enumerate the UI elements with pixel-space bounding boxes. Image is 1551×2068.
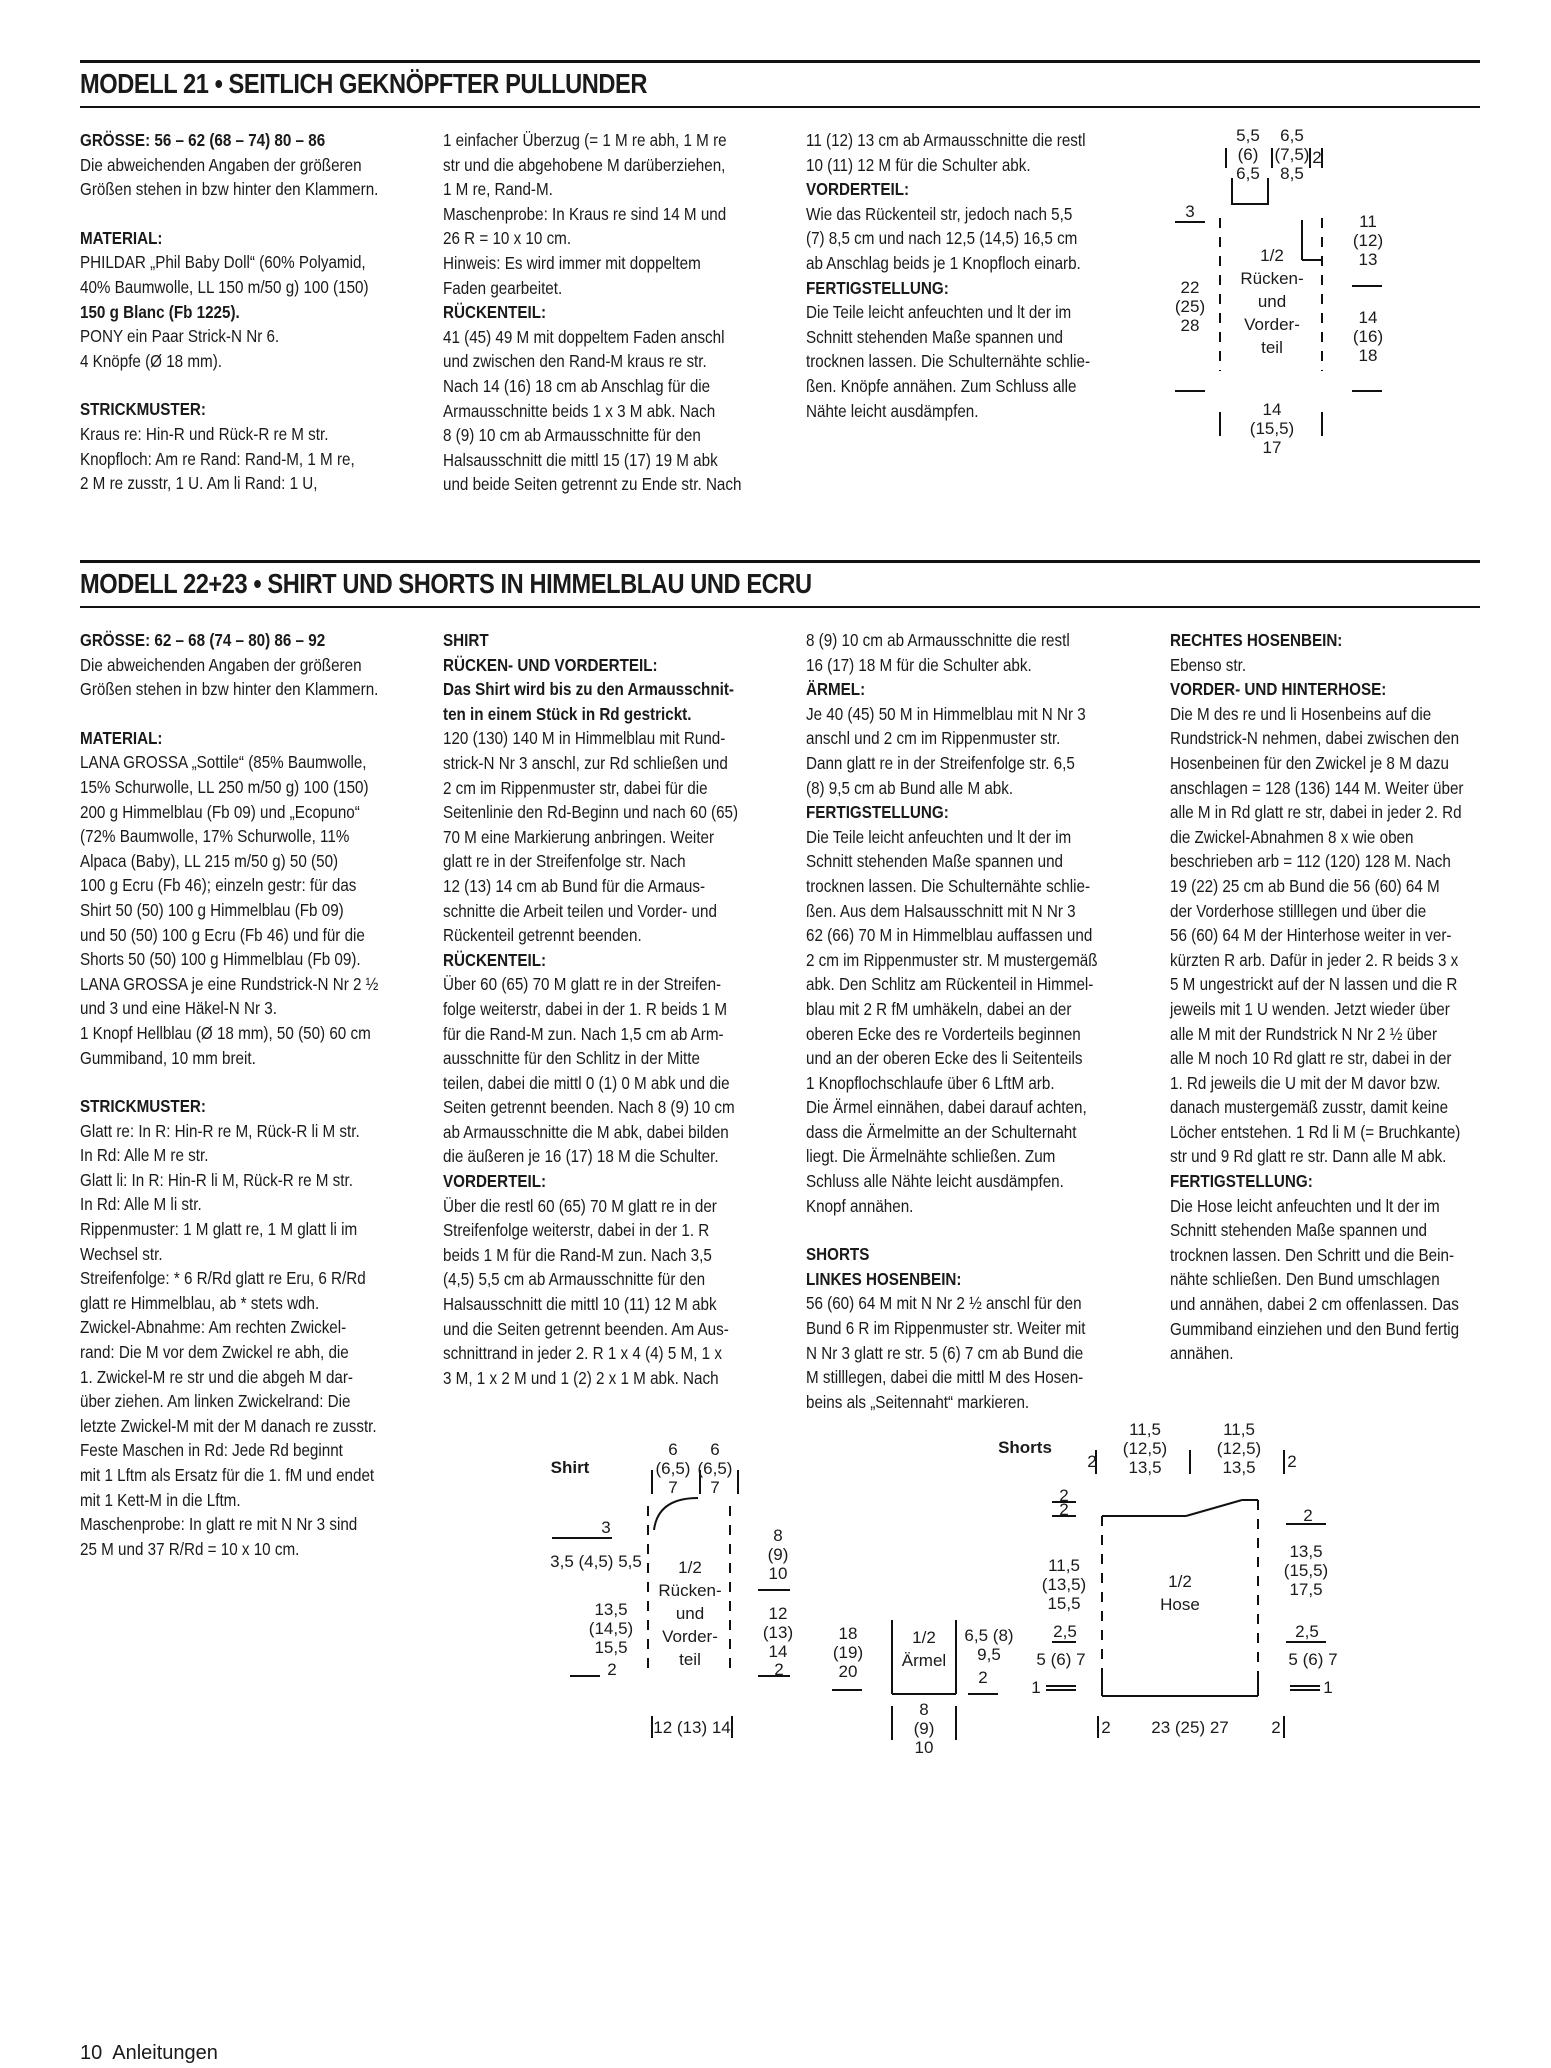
shirt-dim-neck: 3,5 (4,5) 5,5	[550, 1552, 642, 1571]
text-line: Shirt 50 (50) 100 g Himmelblau (Fb 09)	[80, 899, 344, 920]
text-line: 100 g Ecru (Fb 46); einzeln gestr: für das	[80, 875, 357, 896]
text-line: Löcher entstehen. 1 Rd li M (= Bruchkante)	[1170, 1121, 1461, 1142]
text-line: 25 M und 37 R/Rd = 10 x 10 cm.	[80, 1538, 300, 1559]
modell21-dim-right-bottom: 14 (16) 18	[1352, 308, 1384, 365]
text-line: 8 (9) 10 cm ab Armausschnitte für den	[443, 425, 701, 446]
text-heading-line: Das Shirt wird bis zu den Armausschnit-	[443, 679, 734, 700]
text-line: Schnitt stehenden Maße spannen und	[806, 326, 1064, 347]
text-line: 120 (130) 140 M in Himmelblau mit Rund-	[443, 728, 726, 749]
text-line: Schnitt stehenden Maße spannen und	[1170, 1220, 1428, 1241]
text-line: liegt. Die Ärmelnähte schließen. Zum	[806, 1146, 1056, 1167]
text-line: alle M in Rd glatt re str, dabei in jeder 2. Rd	[1170, 802, 1462, 823]
text-line: Streifenfolge weiterstr, dabei in der 1. R	[443, 1220, 710, 1241]
paragraph-gap	[80, 1070, 379, 1094]
text-line: Die Hose leicht anfeuchten und lt der im	[1170, 1195, 1440, 1216]
text-line: 40% Baumwolle, LL 150 m/50 g) 100 (150)	[80, 276, 369, 297]
text-line: glatt re Himmelblau, ab * stets wdh.	[80, 1292, 320, 1313]
text-line: ab Armausschnitte die M abk, dabei bilden	[443, 1121, 729, 1142]
text-line: Nach 14 (16) 18 cm ab Anschlag für die	[443, 375, 711, 396]
text-line: LANA GROSSA „Sottile“ (85% Baumwolle,	[80, 752, 367, 773]
text-line: jeweils mit 1 U wenden. Jetzt wieder über	[1170, 998, 1450, 1019]
text-line: Armausschnitte beids 1 x 3 M abk. Nach	[443, 400, 716, 421]
text-line: Maschenprobe: In glatt re mit N Nr 3 sind	[80, 1514, 358, 1535]
text-line: Gummiband, 10 mm breit.	[80, 1047, 256, 1068]
shorts-piece-label: 1/2 Hose	[1160, 1572, 1200, 1614]
text-line: Schluss alle Nähte leicht ausdämpfen.	[806, 1171, 1064, 1192]
text-line: trocknen lassen. Die Schulternähte schlie-	[806, 351, 1091, 372]
text-line: 1 M re, Rand-M.	[443, 179, 553, 200]
shirt-dim-left-bottom: 2	[607, 1660, 617, 1679]
text-line: str und 9 Rd glatt re str. Dann alle M abk.	[1170, 1146, 1447, 1167]
text-line: danach mustergemäß zusstr, damit keine	[1170, 1097, 1449, 1118]
text-line: die äußeren je 16 (17) 18 M die Schulter.	[443, 1146, 719, 1167]
sleeve-piece-label: 1/2 Ärmel	[901, 1628, 947, 1670]
text-heading-line: GRÖSSE: 62 – 68 (74 – 80) 86 – 92	[80, 630, 326, 650]
shorts-dim-left-1: 1	[1031, 1678, 1041, 1697]
text-line: Glatt re: In R: Hin-R re M, Rück-R li M str.	[80, 1120, 360, 1141]
text-heading-line: FERTIGSTELLUNG:	[806, 802, 949, 823]
text-heading-line: RECHTES HOSENBEIN:	[1170, 630, 1343, 650]
page-section: Anleitungen	[112, 2042, 218, 2064]
text-line: Je 40 (45) 50 M in Himmelblau mit N Nr 3	[806, 703, 1086, 724]
text-line: und annähen, dabei 2 cm offenlassen. Das	[1170, 1294, 1459, 1315]
modell21-column-2	[443, 128, 742, 497]
modell22-column-1	[80, 628, 379, 1561]
text-line: 70 M eine Markierung anbringen. Weiter	[443, 826, 715, 847]
text-line: 4 Knöpfe (Ø 18 mm).	[80, 350, 222, 371]
text-heading-line: 150 g Blanc (Fb 1225).	[80, 301, 240, 322]
text-line: mit 1 Kett-M in die Lftm.	[80, 1489, 241, 1510]
shirt-dim-left-length: 13,5 (14,5) 15,5	[588, 1600, 634, 1657]
text-line: PHILDAR „Phil Baby Doll“ (60% Polyamid,	[80, 252, 366, 273]
text-line: 26 R = 10 x 10 cm.	[443, 228, 572, 249]
text-line: abk. Den Schlitz am Rückenteil in Himmel-	[806, 974, 1094, 995]
shirt-dim-left-small: 3	[601, 1518, 611, 1537]
modell21-dim-left-length: 22 (25) 28	[1174, 278, 1206, 335]
text-line: 5 M ungestrickt auf der N lassen und die R	[1170, 974, 1458, 995]
text-line: beschrieben arb = 112 (120) 128 M. Nach	[1170, 851, 1451, 872]
text-line: annähen.	[1170, 1343, 1234, 1364]
text-line: ßen. Knöpfe annähen. Zum Schluss alle	[806, 375, 1077, 396]
text-line: und 3 und eine Häkel-N Nr 3.	[80, 998, 277, 1019]
modell22-title-rule	[80, 606, 1480, 608]
text-heading-line: RÜCKEN- UND VORDERTEIL:	[443, 654, 658, 675]
paragraph-gap	[806, 1218, 1105, 1242]
text-line: (72% Baumwolle, 17% Schurwolle, 11%	[80, 826, 350, 847]
shorts-dim-left-567: 5 (6) 7	[1036, 1650, 1086, 1669]
text-line: 11 (12) 13 cm ab Armausschnitte die restl	[806, 130, 1086, 150]
text-line: und 50 (50) 100 g Ecru (Fb 46) und für die	[80, 924, 365, 945]
shorts-dim-bottom: 23 (25) 27	[1151, 1718, 1229, 1737]
text-line: 1 Knopflochschlaufe über 6 LftM arb.	[806, 1072, 1055, 1093]
shorts-dim-left-2a: 2	[1059, 1486, 1069, 1505]
text-heading-line: VORDERTEIL:	[443, 1171, 547, 1192]
text-line: Rückenteil getrennt beenden.	[443, 925, 642, 946]
text-line: Feste Maschen in Rd: Jede Rd beginnt	[80, 1440, 343, 1461]
text-line: ab Anschlag beids je 1 Knopfloch einarb.	[806, 252, 1081, 273]
text-line: 16 (17) 18 M für die Schulter abk.	[806, 654, 1032, 675]
text-line: 1 einfacher Überzug (= 1 M re abh, 1 M re	[443, 130, 727, 150]
page-number: 10	[80, 2042, 103, 2064]
text-line: und die Seiten getrennt beenden. Am Aus-	[443, 1318, 729, 1339]
sleeve-dim-right-bottom: 2	[978, 1668, 988, 1687]
text-heading-line: FERTIGSTELLUNG:	[806, 277, 949, 298]
text-heading-line: ten in einem Stück in Rd gestrickt.	[443, 703, 692, 724]
modell22-column-3	[806, 628, 1105, 1414]
text-line: Shorts 50 (50) 100 g Himmelblau (Fb 09).	[80, 949, 361, 970]
shorts-dim-right-len: 13,5 (15,5) 17,5	[1283, 1542, 1329, 1599]
text-line: rand: Die M vor dem Zwickel re abh, die	[80, 1342, 349, 1363]
text-line: Alpaca (Baby), LL 215 m/50 g) 50 (50)	[80, 850, 339, 871]
text-line: nähte schließen. Den Bund umschlagen	[1170, 1269, 1440, 1290]
text-line: N Nr 3 glatt re str. 5 (6) 7 cm ab Bund die	[806, 1342, 1084, 1363]
text-line: beins als „Seitennaht“ markieren.	[806, 1391, 1030, 1412]
text-line: Die Teile leicht anfeuchten und lt der im	[806, 826, 1072, 847]
modell21-dim-right-top: 11 (12) 13	[1352, 212, 1384, 269]
text-line: Rundstrick-N nehmen, dabei zwischen den	[1170, 728, 1460, 749]
text-line: teilen, dabei die mittl 0 (1) 0 M abk und die	[443, 1072, 730, 1093]
text-line: Halsausschnitt die mittl 10 (11) 12 M abk	[443, 1294, 717, 1315]
shirt-dim-right-bottom: 2	[774, 1660, 784, 1679]
sleeve-dim-right: 6,5 (8) 9,5	[964, 1626, 1014, 1664]
text-line: strick-N Nr 3 anschl, zur Rd schließen und	[443, 752, 728, 773]
shirt-schematic	[540, 1440, 800, 1750]
text-line: Gummiband einziehen und den Bund fertig	[1170, 1318, 1460, 1339]
text-line: alle M mit der Rundstrick N Nr 2 ½ über	[1170, 1023, 1438, 1044]
modell21-piece-label: 1/2 Rücken- und Vorder- teil	[1240, 246, 1304, 357]
text-line: 56 (60) 64 M mit N Nr 2 ½ anschl für den	[806, 1293, 1082, 1314]
sleeve-dim-bottom: 8 (9) 10	[913, 1700, 935, 1757]
text-heading-line: RÜCKENTEIL:	[443, 302, 547, 323]
text-line: 1. Rd jeweils die U mit der M davor bzw.	[1170, 1072, 1441, 1093]
text-line: und beide Seiten getrennt zu Ende str. Nach	[443, 474, 742, 495]
text-line: trocknen lassen. Den Schritt und die Bein-	[1170, 1244, 1455, 1265]
modell22-column-2	[443, 628, 742, 1390]
text-line: 1. Zwickel-M re str und die abgeh M dar-	[80, 1366, 353, 1387]
shirt-dim-right-mid: 12 (13) 14	[762, 1604, 794, 1661]
shorts-dim-top-2a: 2	[1087, 1452, 1097, 1471]
text-line: 62 (66) 70 M in Himmelblau auffassen und	[806, 925, 1093, 946]
modell21-dim-top-right: 6,5 (7,5) 8,5	[1274, 126, 1310, 183]
text-line: Größen stehen in bzw hinter den Klammern.	[80, 179, 379, 200]
shirt-dim-bottom: 12 (13) 14	[653, 1718, 731, 1737]
text-line: (7) 8,5 cm und nach 12,5 (14,5) 16,5 cm	[806, 228, 1078, 249]
text-line: alle M noch 10 Rd glatt re str, dabei in der	[1170, 1048, 1452, 1069]
modell21-column-1	[80, 128, 379, 496]
text-line: blau mit 2 R fM umhäkeln, dabei an der	[806, 998, 1072, 1019]
text-line: letzte Zwickel-M mit der M danach re zusstr.	[80, 1415, 377, 1436]
modell21-title-rule	[80, 106, 1480, 108]
text-line: LANA GROSSA je eine Rundstrick-N Nr 2 ½	[80, 973, 379, 994]
text-line: str und die abgehobene M darüberziehen,	[443, 154, 726, 175]
text-line: und an der oberen Ecke des li Seitenteils	[806, 1048, 1083, 1069]
text-line: Ebenso str.	[1170, 654, 1247, 675]
text-line: Glatt li: In R: Hin-R li M, Rück-R re M str.	[80, 1169, 353, 1190]
shorts-dim-left-len: 11,5 (13,5) 15,5	[1041, 1556, 1087, 1613]
text-line: Rippenmuster: 1 M glatt re, 1 M glatt li im	[80, 1219, 358, 1240]
text-line: beids 1 M für die Rand-M zun. Nach 3,5	[443, 1244, 712, 1265]
modell22-rule	[80, 560, 1480, 563]
text-heading-line: STRICKMUSTER:	[80, 1096, 206, 1117]
modell21-schematic	[1160, 126, 1400, 466]
sleeve-dim-left: 18 (19) 20	[832, 1624, 864, 1681]
shorts-dim-top-2b: 2	[1287, 1452, 1297, 1471]
text-heading-line: STRICKMUSTER:	[80, 399, 206, 420]
shorts-dim-left-2b: 2	[1059, 1500, 1069, 1519]
modell21-dim-left-small: 3	[1185, 202, 1195, 221]
text-line: die Zwickel-Abnahmen 8 x wie oben	[1170, 826, 1414, 847]
text-line: glatt re in der Streifenfolge str. Nach	[443, 851, 686, 872]
shorts-label: Shorts	[998, 1438, 1052, 1457]
text-line: 3 M, 1 x 2 M und 1 (2) 2 x 1 M abk. Nach	[443, 1367, 719, 1388]
modell21-title: MODELL 21 • SEITLICH GEKNÖPFTER PULLUNDER	[80, 68, 648, 99]
text-line: Die Teile leicht anfeuchten und lt der im	[806, 302, 1072, 323]
text-line: Streifenfolge: * 6 R/Rd glatt re Eru, 6 R/Rd	[80, 1268, 366, 1289]
shorts-dim-top-left: 11,5 (12,5) 13,5	[1122, 1420, 1168, 1477]
page-footer	[80, 2042, 218, 2065]
text-line: 10 (11) 12 M für die Schulter abk.	[806, 154, 1031, 175]
text-heading-line: MATERIAL:	[80, 227, 163, 248]
text-line: Wechsel str.	[80, 1243, 163, 1264]
text-heading-line: FERTIGSTELLUNG:	[1170, 1171, 1313, 1192]
text-line: Die abweichenden Angaben der größeren	[80, 654, 362, 675]
text-line: In Rd: Alle M li str.	[80, 1194, 202, 1215]
text-heading-line: SHORTS	[806, 1244, 870, 1265]
shorts-dim-right-25: 2,5	[1295, 1622, 1319, 1641]
text-line: Hosenbeinen für den Zwickel je 8 M dazu	[1170, 752, 1449, 773]
text-line: Schnitt stehenden Maße spannen und	[806, 851, 1064, 872]
text-line: kürzten R arb. Dafür in jeder 2. R beids 3 x	[1170, 949, 1459, 970]
shirt-dim-top-left: 6 (6,5) 7	[655, 1440, 691, 1497]
text-line: 2 M re zusstr, 1 U. Am li Rand: 1 U,	[80, 473, 318, 494]
shirt-piece-label: 1/2 Rücken- und Vorder- teil	[658, 1558, 722, 1669]
text-line: 19 (22) 25 cm ab Bund die 56 (60) 64 M	[1170, 875, 1440, 896]
text-line: Halsausschnitt die mittl 15 (17) 19 M abk	[443, 449, 718, 470]
shorts-dim-right-1: 1	[1323, 1678, 1333, 1697]
modell21-dim-top-left: 5,5 (6) 6,5	[1236, 126, 1260, 183]
text-line: für die Rand-M zun. Nach 1,5 cm ab Arm-	[443, 1023, 724, 1044]
modell21-column-3	[806, 128, 1105, 423]
shorts-dim-bottom-2b: 2	[1271, 1718, 1281, 1737]
text-line: dass die Ärmelmitte an der Schulternaht	[806, 1121, 1077, 1142]
shirt-dim-top-right: 6 (6,5) 7	[697, 1440, 733, 1497]
modell22-title: MODELL 22+23 • SHIRT UND SHORTS IN HIMMELBLAU UND ECRU	[80, 568, 812, 599]
text-line: (4,5) 5,5 cm ab Armausschnitte für den	[443, 1269, 706, 1290]
paragraph-gap	[80, 702, 379, 726]
text-line: 2 cm im Rippenmuster str, dabei für die	[443, 777, 708, 798]
text-line: 12 (13) 14 cm ab Bund für die Armaus-	[443, 875, 706, 896]
text-line: 41 (45) 49 M mit doppeltem Faden anschl	[443, 326, 725, 347]
text-line: mit 1 Lftm als Ersatz für die 1. fM und endet	[80, 1465, 375, 1485]
text-line: Maschenprobe: In Kraus re sind 14 M und	[443, 203, 727, 224]
text-heading-line: RÜCKENTEIL:	[443, 949, 547, 970]
text-line: 2 cm im Rippenmuster str. M mustergemäß	[806, 949, 1098, 970]
shirt-dim-right-top: 8 (9) 10	[767, 1526, 789, 1583]
text-line: ßen. Aus dem Halsausschnitt mit N Nr 3	[806, 900, 1076, 921]
text-line: schnitte die Arbeit teilen und Vorder- und	[443, 900, 717, 921]
text-line: ausschnitte für den Schlitz in der Mitte	[443, 1048, 700, 1069]
text-line: M stilllegen, dabei die mittl M des Hosen-	[806, 1367, 1084, 1388]
top-rule	[80, 60, 1480, 63]
text-heading-line: SHIRT	[443, 630, 489, 650]
text-line: oberen Ecke des re Vorderteils beginnen	[806, 1023, 1081, 1044]
text-line: Die abweichenden Angaben der größeren	[80, 154, 362, 175]
text-line: Über die restl 60 (65) 70 M glatt re in der	[443, 1195, 717, 1216]
modell21-dim-top-small: 2	[1312, 148, 1322, 167]
shorts-dim-bottom-2a: 2	[1101, 1718, 1111, 1737]
text-line: PONY ein Paar Strick-N Nr 6.	[80, 326, 280, 347]
text-line: und zwischen den Rand-M kraus re str.	[443, 351, 707, 372]
text-line: Kraus re: Hin-R und Rück-R re M str.	[80, 423, 329, 444]
shorts-dim-top-right: 11,5 (12,5) 13,5	[1216, 1420, 1262, 1477]
text-line: 1 Knopf Hellblau (Ø 18 mm), 50 (50) 60 cm	[80, 1022, 371, 1043]
text-line: Größen stehen in bzw hinter den Klammern.	[80, 679, 379, 700]
text-line: 200 g Himmelblau (Fb 09) und „Ecopuno“	[80, 801, 360, 822]
shorts-dim-right-567: 5 (6) 7	[1288, 1650, 1338, 1669]
shorts-schematic	[990, 1420, 1370, 1760]
modell22-column-4	[1170, 628, 1469, 1366]
text-line: über ziehen. Am linken Zwickelrand: Die	[80, 1391, 351, 1412]
text-line: Die Ärmel einnähen, dabei darauf achten,	[806, 1097, 1087, 1118]
text-line: trocknen lassen. Die Schulternähte schlie-	[806, 875, 1091, 896]
text-line: Zwickel-Abnahme: Am rechten Zwickel-	[80, 1317, 347, 1338]
text-line: der Vorderhose stilllegen und über die	[1170, 900, 1427, 921]
text-line: (8) 9,5 cm ab Bund alle M abk.	[806, 777, 1014, 798]
text-line: schnittrand in jeder 2. R 1 x 4 (4) 5 M, 1 x	[443, 1343, 722, 1364]
text-line: anschl und 2 cm im Rippenmuster str.	[806, 728, 1061, 749]
text-line: Seitenlinie den Rd-Beginn und nach 60 (65)	[443, 802, 739, 823]
text-heading-line: MATERIAL:	[80, 727, 163, 748]
text-line: Knopf annähen.	[806, 1195, 914, 1216]
text-line: 15% Schurwolle, LL 250 m/50 g) 100 (150)	[80, 776, 369, 797]
text-line: In Rd: Alle M re str.	[80, 1145, 209, 1166]
text-line: Faden gearbeitet.	[443, 277, 563, 298]
text-line: Nähte leicht ausdämpfen.	[806, 400, 979, 421]
text-line: 56 (60) 64 M der Hinterhose weiter in ver-	[1170, 925, 1452, 946]
text-line: Über 60 (65) 70 M glatt re in der Streifen-	[443, 974, 722, 995]
text-heading-line: GRÖSSE: 56 – 62 (68 – 74) 80 – 86	[80, 130, 326, 150]
modell21-dim-bottom: 14 (15,5) 17	[1249, 400, 1295, 457]
text-heading-line: ÄRMEL:	[806, 679, 866, 700]
text-heading-line: VORDERTEIL:	[806, 179, 910, 200]
text-line: Bund 6 R im Rippenmuster str. Weiter mit	[806, 1318, 1086, 1339]
shorts-dim-right-2: 2	[1303, 1506, 1313, 1525]
text-heading-line: LINKES HOSENBEIN:	[806, 1268, 962, 1289]
paragraph-gap	[80, 373, 379, 397]
text-line: anschlagen = 128 (136) 144 M. Weiter über	[1170, 777, 1464, 798]
text-line: Seiten getrennt beenden. Nach 8 (9) 10 cm	[443, 1097, 735, 1118]
text-line: Hinweis: Es wird immer mit doppeltem	[443, 252, 701, 273]
paragraph-gap	[80, 202, 379, 226]
text-heading-line: VORDER- UND HINTERHOSE:	[1170, 679, 1387, 700]
shirt-label: Shirt	[550, 1458, 590, 1477]
text-line: Die M des re und li Hosenbeins auf die	[1170, 703, 1432, 724]
text-line: 8 (9) 10 cm ab Armausschnitte die restl	[806, 630, 1070, 650]
text-line: Dann glatt re in der Streifenfolge str. 6,5	[806, 752, 1075, 773]
text-line: Knopfloch: Am re Rand: Rand-M, 1 M re,	[80, 448, 355, 469]
shorts-dim-left-25: 2,5	[1053, 1622, 1077, 1641]
text-line: Wie das Rückenteil str, jedoch nach 5,5	[806, 203, 1073, 224]
text-line: folge weiterstr, dabei in der 1. R beids 1 M	[443, 998, 728, 1019]
